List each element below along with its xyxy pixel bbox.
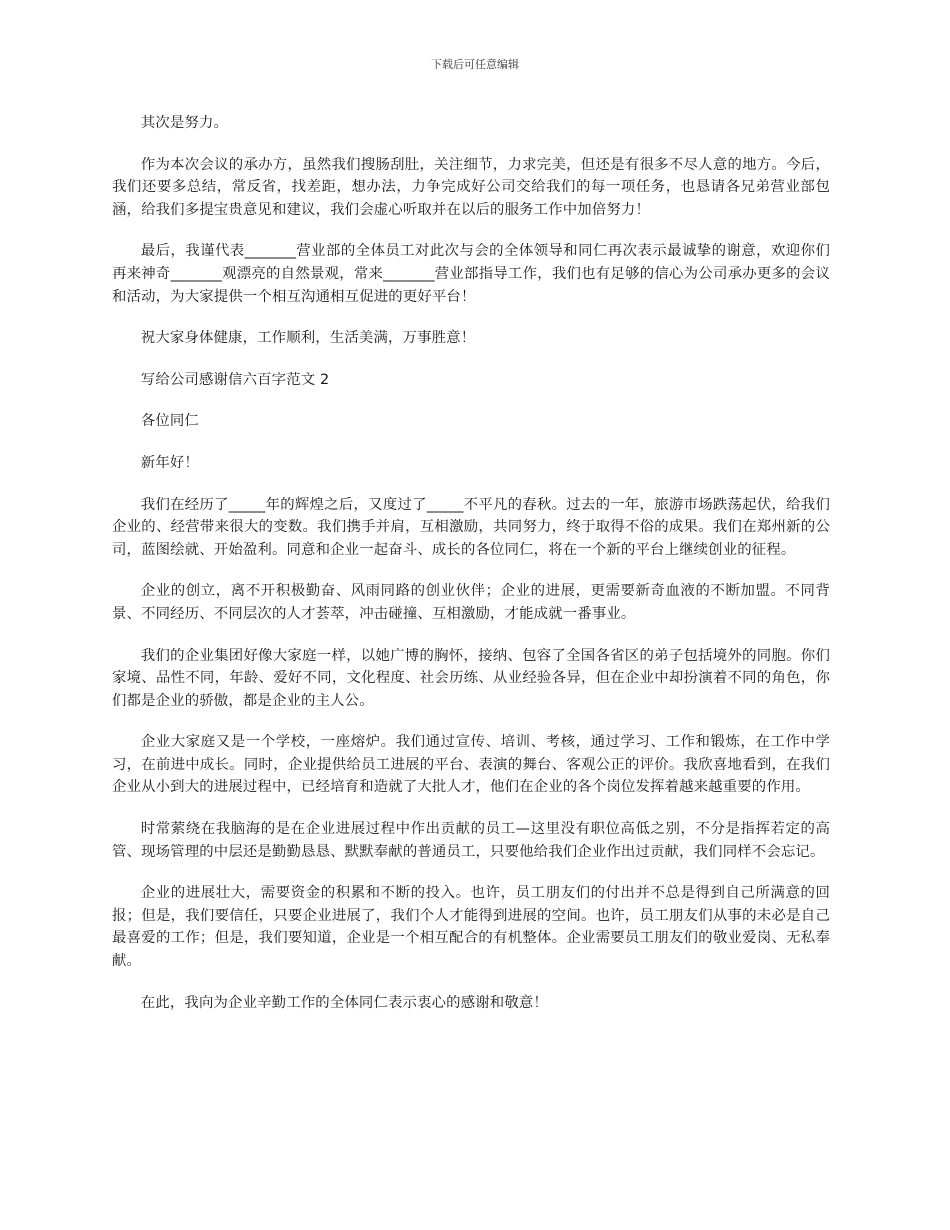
paragraph: 最后，我谨代表_______营业部的全体员工对此次与会的全体领导和同仁再次表示最诚挚的谢意，欢迎你们再来神奇_______观漂亮的自然景观，常来_______营业部指导工作，我们也有足够的信心为公司承办更多的会议和活动，为大家提供一个相互沟通相互促进的更好平台！ bbox=[112, 243, 830, 305]
paragraph: 企业的进展壮大，需要资金的积累和不断的投入。也许，员工朋友们的付出并不总是得到自己所满意的回报；但是，我们要信任，只要企业进展了，我们个人才能得到进展的空间。也许，员工朋友们从事的未必是自己最喜爱的工作；但是，我们要知道，企业是一个相互配合的有机整体。企业需要员工朋友们的敬业爱岗、无私奉献。 bbox=[112, 885, 830, 970]
header-note: 下载后可任意编辑 bbox=[431, 58, 519, 71]
document-body bbox=[112, 112, 830, 1033]
section-title: 写给公司感谢信六百字范文 2 bbox=[140, 371, 330, 388]
paragraph: 我们的企业集团好像大家庭一样，以她广博的胸怀，接纳、包容了全国各省区的弟子包括境外的同胞。你们家境、品性不同，年龄、爱好不同，文化程度、社会历练、从业经验各异，但在企业中却扮演着不同的角色，你们都是企业的骄傲，都是企业的主人公。 bbox=[112, 647, 830, 709]
paragraph: 企业的创立，离不开积极勤奋、风雨同路的创业伙伴；企业的进展，更需要新奇血液的不断加盟。不同背景、不同经历、不同层次的人才荟萃，冲击碰撞、互相激励，才能成就一番事业。 bbox=[112, 583, 830, 622]
closing-paragraph: 在此，我向为企业辛勤工作的全体同仁表示衷心的感谢和敬意！ bbox=[140, 994, 548, 1011]
paragraph: 我们在经历了_____年的辉煌之后，又度过了_____不平凡的春秋。过去的一年，旅游市场跌荡起伏，给我们企业的、经营带来很大的变数。我们携手并肩，互相激励，共同努力，终于取得不俗的成果。我们在郑州新的公司，蓝图绘就、开始盈利。同意和企业一起奋斗、成长的各位同仁，将在一个新的平台上继续创业的征程。 bbox=[112, 496, 830, 558]
greeting: 新年好！ bbox=[140, 454, 199, 471]
paragraph: 祝大家身体健康，工作顺利，生活美满，万事胜意！ bbox=[140, 330, 476, 347]
paragraph: 其次是努力。 bbox=[140, 115, 229, 131]
paragraph: 企业大家庭又是一个学校，一座熔炉。我们通过宣传、培训、考核，通过学习、工作和锻炼，在工作中学习，在前进中成长。同时，企业提供给员工进展的平台、表演的舞台、客观公正的评价。我欣喜地看到，在我们企业从小到大的进展过程中，已经培育和造就了大批人才，他们在企业的各个岗位发挥着越来越重要的作用。 bbox=[112, 734, 830, 796]
paragraph: 作为本次会议的承办方，虽然我们搜肠刮肚，关注细节，力求完美，但还是有很多不尽人意的地方。今后，我们还要多总结，常反省，找差距，想办法，力争完成好公司交给我们的每一项任务，也恳请各兄弟营业部包涵，给我们多提宝贵意见和建议，我们会虚心听取并在以后的服务工作中加倍努力！ bbox=[112, 156, 830, 218]
salutation: 各位同仁 bbox=[140, 413, 199, 430]
paragraph: 时常萦绕在我脑海的是在企业进展过程中作出贡献的员工—这里没有职位高低之别，不分是指挥若定的高管、现场管理的中层还是勤勤恳恳、默默奉献的普通员工，只要他给我们企业作出过贡献，我们同样不会忘记。 bbox=[112, 821, 830, 860]
